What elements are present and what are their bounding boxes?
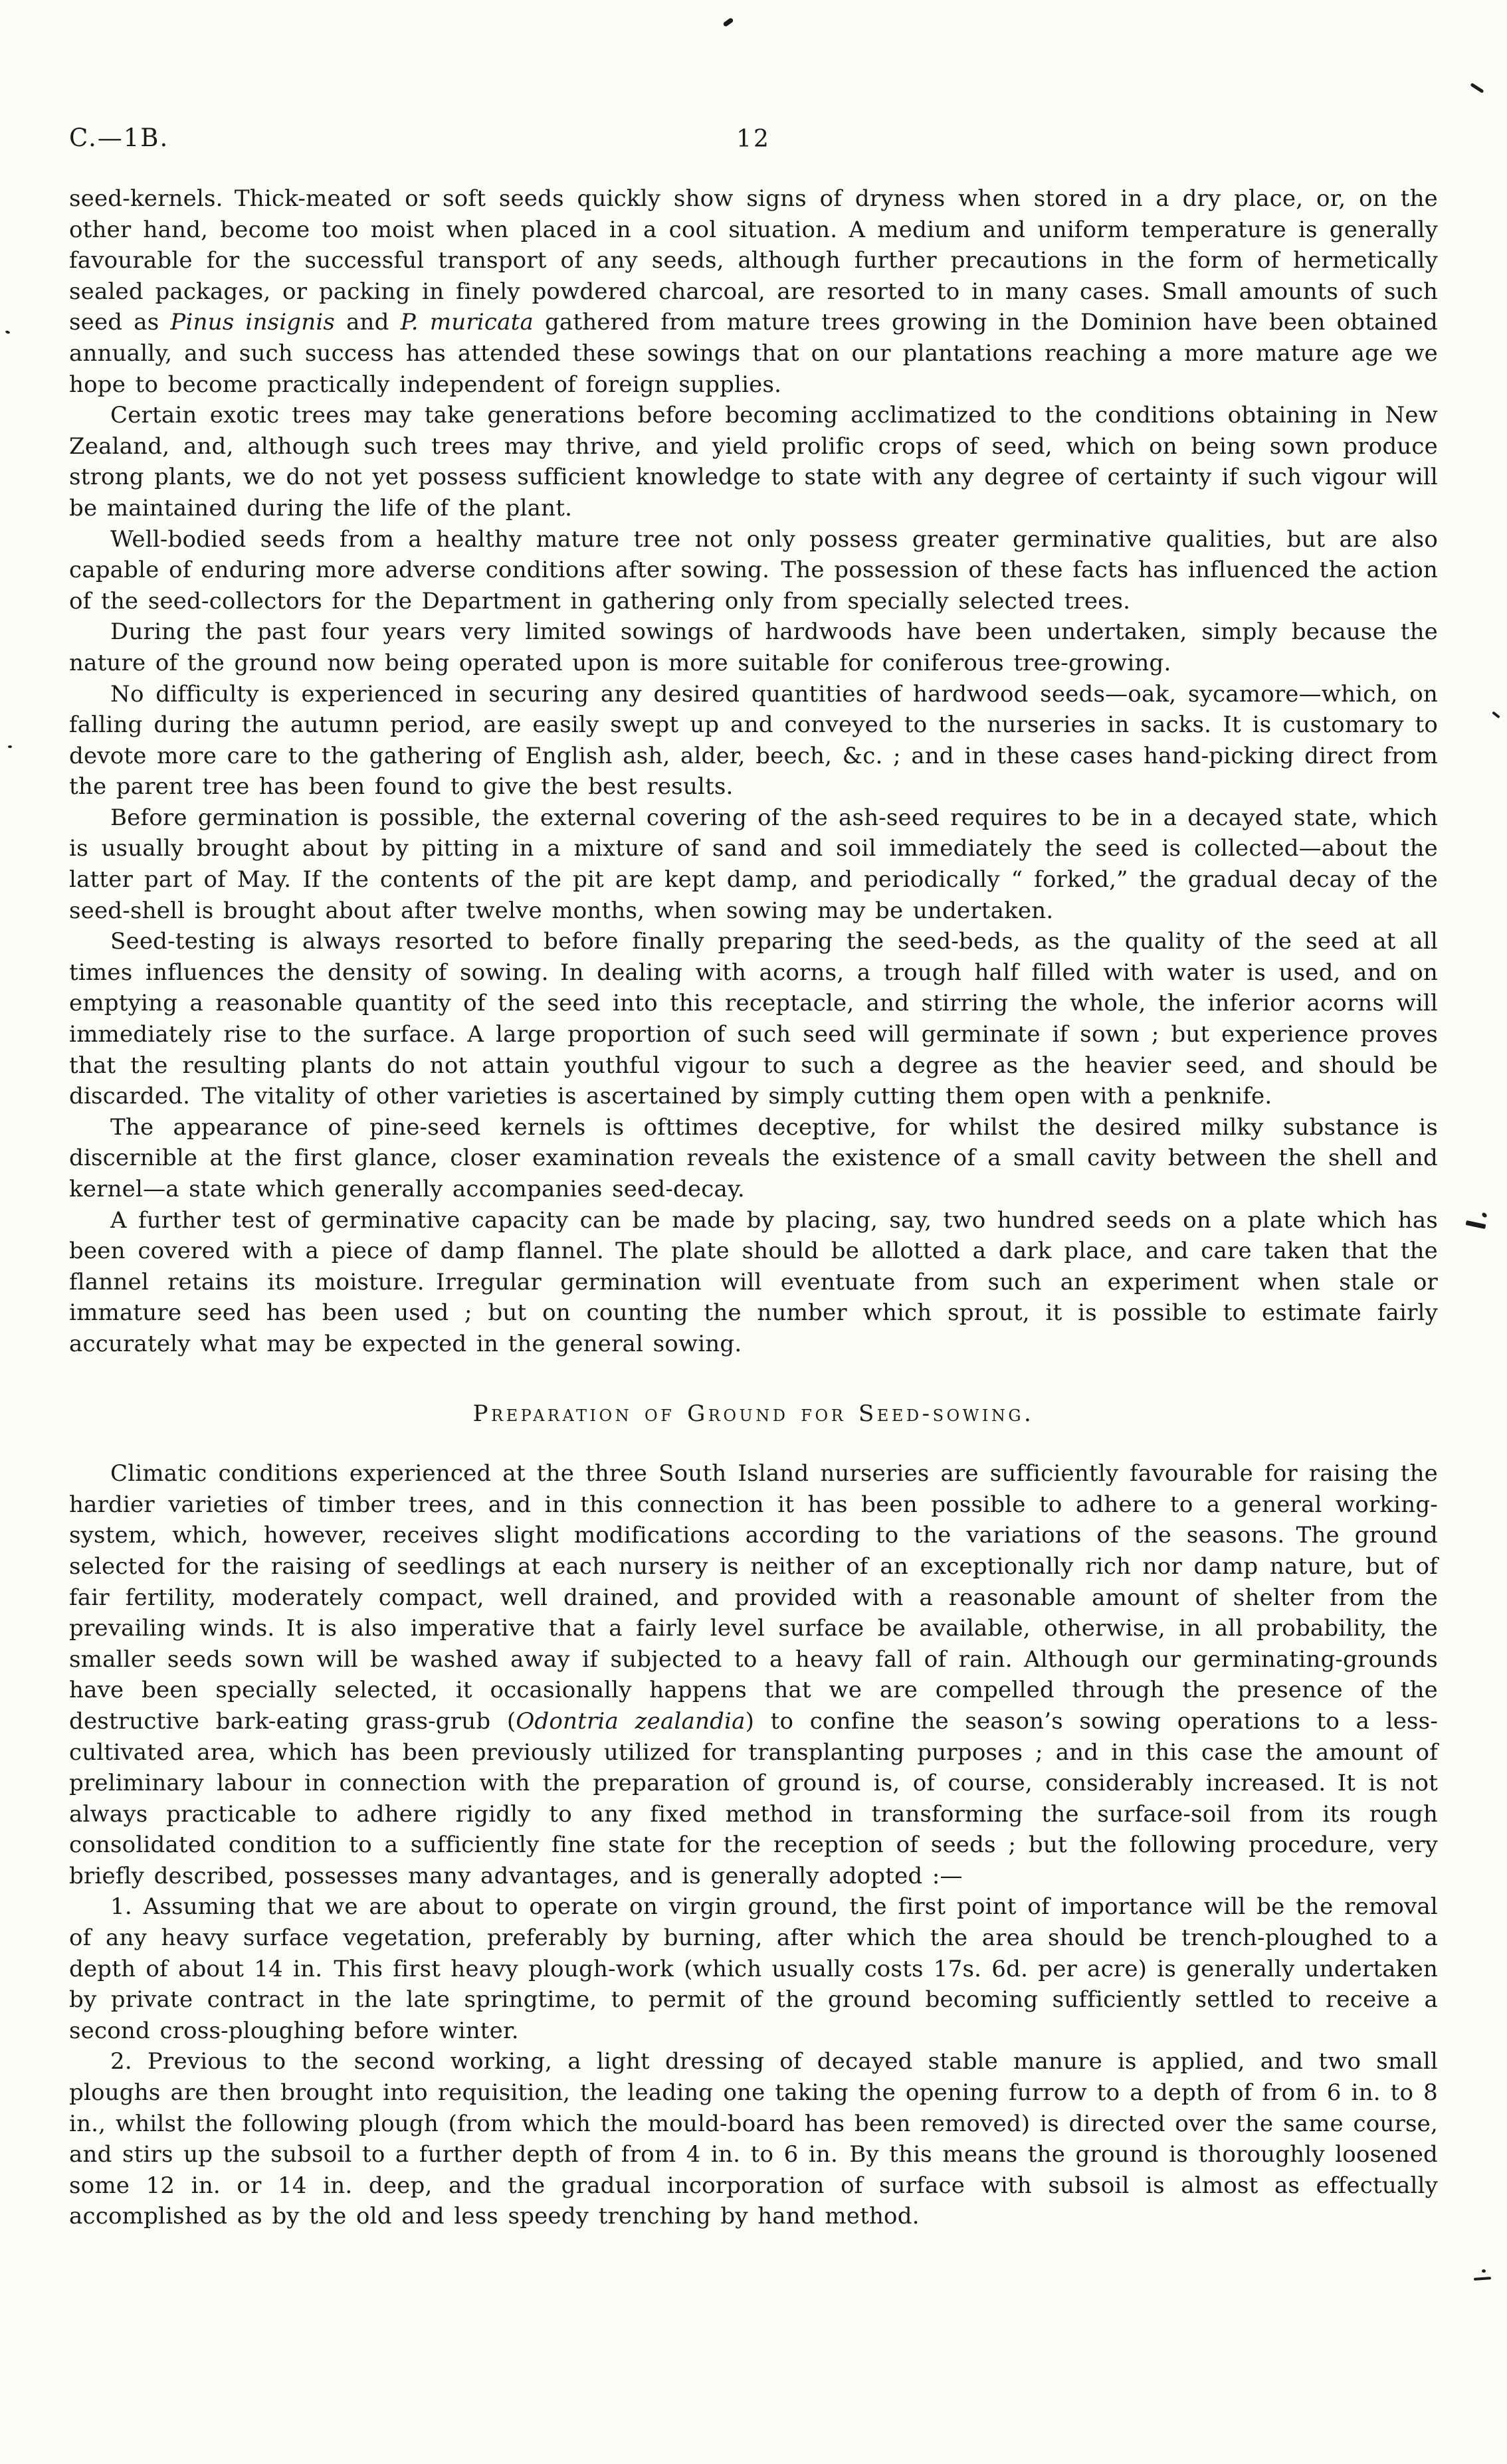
paragraph: 2. Previous to the second working, a light dressing of decayed stable manure is applied, and two small ploughs are then brought into requisition, the leading one taking the opening furrow to a depth of from 6 in. to 8 in., whilst the following plough (from which the mould-board has been removed) is directed over the same course, and stirs up the subsoil to a further depth of from 4 in. to 6 in. By this means the ground is thoroughly loosened some 12 in. or 14 in. deep, and the gradual incorporation of surface with subsoil is almost as effectually accomplished as by the old and less speedy trenching by hand method.: [69, 2048, 1438, 2230]
report-series-label: C.—1B.: [69, 124, 169, 152]
paragraph: 1. Assuming that we are about to operate on virgin ground, the first point of importance will be the removal of any heavy surface vegetation, preferably by burning, after which the area should be trench-ploughed to a depth of about 14 in. This first heavy plough-work (which usually costs 17s. 6d. per acre) is generally undertaken by private contract in the late springtime, to permit of the ground becoming sufficiently settled to receive a second cross-ploughing before winter.: [69, 1893, 1438, 2044]
paragraph: During the past four years very limited sowings of hardwoods have been undertaken, simply because the nature of the ground now being operated upon is more suitable for coniferous tree-growing.: [69, 618, 1438, 676]
paragraph: No difficulty is experienced in securing any desired quantities of hardwood seeds—oak, sycamore—which, on falling during the autumn period, are easily swept up and conveyed to the nurseries in sacks. It is customary to devote more care to the gathering of English ash, alder, beech, &c. ; and in these cases hand-picking direct from the parent tree has been found to give the best results.: [69, 680, 1438, 801]
ink-speck: [1474, 2277, 1491, 2281]
ink-speck: [1470, 82, 1484, 93]
ink-speck: [8, 745, 12, 748]
ink-speck: [1492, 711, 1500, 718]
paragraph: The appearance of pine-seed kernels is ofttimes deceptive, for whilst the desired milky substance is discernible at the first glance, closer examination reveals the existence of a small cavity between the shell and kernel—a state which generally accompanies seed-decay.: [69, 1113, 1438, 1202]
ink-speck: [5, 330, 11, 334]
page-number: 12: [736, 126, 771, 153]
paragraph: Certain exotic trees may take generations before becoming acclimatized to the conditions obtaining in New Zealand, and, although such trees may thrive, and yield prolific crops of seed, which on being sown produce strong plants, we do not yet possess sufficient knowledge to state with any degree of certainty if such vigour will be maintained during the life of the plant.: [69, 402, 1438, 521]
latin-species-name: P. muricata: [400, 309, 534, 336]
latin-species-name: Pinus insignis: [170, 309, 336, 336]
ink-speck: [1466, 1220, 1486, 1229]
paragraph: Well-bodied seeds from a healthy mature tree not only possess greater germinative qualities, but are also capable of enduring more adverse conditions after sowing. The possession of these facts has influenced the action of the seed-collectors for the Department in gathering only from specially selected trees.: [69, 525, 1438, 615]
paragraph: Seed-testing is always resorted to before finally preparing the seed-beds, as the quality of the seed at all times influences the density of sowing. In dealing with acorns, a trough half filled with water is used, and on emptying a reasonable quantity of the seed into this receptacle, and stirring the whole, the inferior acorns will immediately rise to the surface. A large proportion of such seed will germinate if sown ; but experience proves that the resulting plants do not attain youthful vigour to such a degree as the heavier seed, and should be discarded. The vitality of other varieties is ascertained by simply cutting them open with a penknife.: [69, 928, 1438, 1110]
ink-speck: [1482, 2269, 1486, 2273]
latin-species-name: Odontria zealandia: [516, 1707, 746, 1735]
ink-speck: [722, 17, 734, 27]
section-heading: Preparation of Ground for Seed-sowing.: [472, 1400, 1035, 1427]
paragraph: A further test of germinative capacity can be made by placing, say, two hundred seeds on a plate which has been covered with a piece of damp flannel. The plate should be allotted a dark place, and care taken that the flannel retains its moisture. Irregular germination will eventuate from such an experiment when stale or immature seed has been used ; but on counting the number which sprout, it is possible to estimate fairly accurately what may be expected in the general sowing.: [69, 1206, 1438, 1357]
page-body: [69, 183, 1438, 2232]
paragraph: Climatic conditions experienced at the three South Island nurseries are sufficiently favourable for raising the hardier varieties of timber trees, and in this connection it has been possible to adhere to a general working-system, which, however, receives slight modifications according to the variations of the seasons. The ground selected for the raising of seedlings at each nursery is neither of an exceptionally rich nor damp nature, but of fair fertility, moderately compact, well drained, and provided with a reasonable amount of shelter from the prevailing winds. It is also imperative that a fairly level surface be available, otherwise, in all probability, the smaller seeds sown will be washed away if subjected to a heavy fall of rain. Although our germinating-grounds have been specially selected, it occasionally happens that we are compelled through the presence of the destructive bark-eating grass-grub (Odontria zealandia) to confine the season’s sowing operations to a less-cultivated area, which has been previously utilized for transplanting purposes ; and in this case the amount of preliminary labour in connection with the preparation of ground is, of course, considerably increased. It is not always practicable to adhere rigidly to any fixed method in transforming the surface-soil from its rough consolidated condition to a sufficiently fine state for the reception of seeds ; but the following procedure, very briefly described, possesses many advantages, and is generally adopted :—: [69, 1460, 1439, 1889]
running-head: [69, 124, 1438, 157]
paragraph: seed-kernels. Thick-meated or soft seeds quickly show signs of dryness when stored in a dry place, or, on the other hand, become too moist when placed in a cool situation. A medium and uniform temperature is generally favourable for the successful transport of any seeds, although further precautions in the form of hermetically sealed packages, or packing in finely powdered charcoal, are resorted to in many cases. Small amounts of such seed as Pinus insignis and P. muricata gathered from mature trees growing in the Dominion have been obtained annually, and such success has attended these sowings that on our plantations reaching a more mature age we hope to become practically independent of foreign supplies.: [69, 185, 1438, 398]
paragraph: Before germination is possible, the external covering of the ash-seed requires to be in a decayed state, which is usually brought about by pitting in a mixture of sand and soil immediately the seed is collected—about the latter part of May. If the contents of the pit are kept damp, and periodically “ forked,” the gradual decay of the seed-shell is brought about after twelve months, when sowing may be undertaken.: [69, 804, 1438, 924]
ink-speck: [1481, 1212, 1488, 1218]
